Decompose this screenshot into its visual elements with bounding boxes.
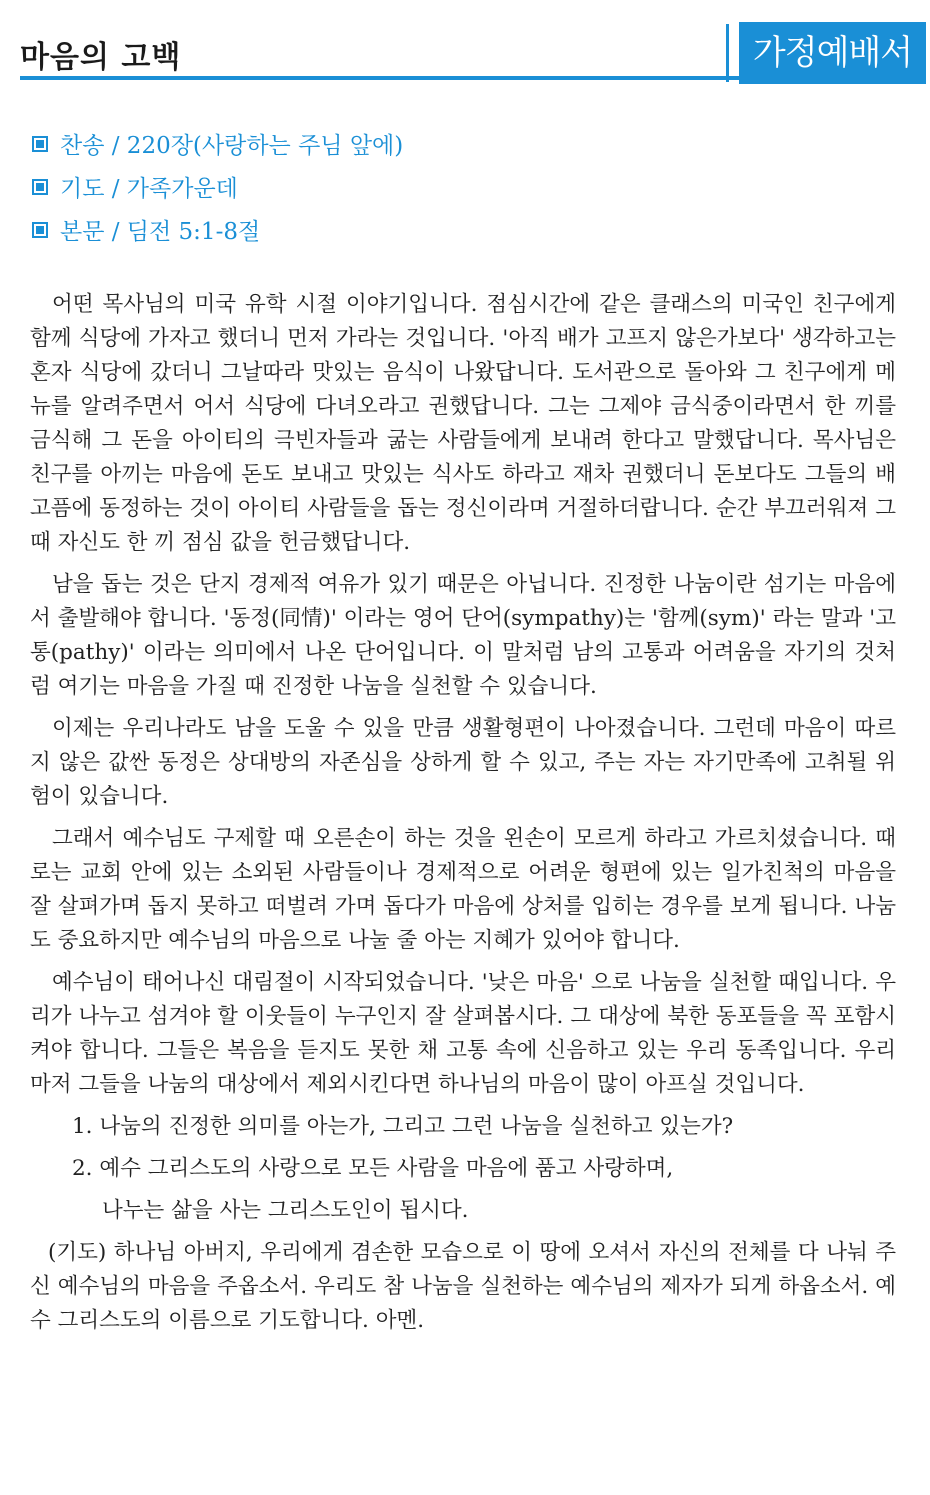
page-header: [20, 18, 913, 80]
sermon-body: [30, 288, 896, 1338]
info-scripture-text: 본문 / 딤전 5:1-8절: [60, 219, 261, 245]
paragraph: 그래서 예수님도 구제할 때 오른손이 하는 것을 왼손이 모르게 하라고 가르치셨습니다. 때로는 교회 안에 있는 소외된 사람들이나 경제적으로 어려운 형편에 있는 일가친척의 마음을 잘 살펴가며 돕지 못하고 떠벌려 가며 돕다가 마음에 상처를 입히는 경우를 보게 됩니다. 나눔도 중요하지만 예수님의 마음으로 나눌 줄 아는 지혜가 있어야 합니다.: [30, 826, 896, 953]
square-bullet-icon: [32, 179, 48, 195]
header-divider: [726, 24, 729, 82]
info-scripture: [32, 208, 403, 251]
reflection-questions: [30, 1110, 896, 1228]
square-bullet-icon: [32, 136, 48, 152]
paragraph: 예수님이 태어나신 대림절이 시작되었습니다. '낮은 마음' 으로 나눔을 실천할 때입니다. 우리가 나누고 섬겨야 할 이웃들이 누구인지 잘 살펴봅시다. 그 대상에 북한 동포들을 꼭 포함시켜야 합니다. 그들은 복음을 듣지도 못한 채 고통 속에 신음하고 있는 우리 동족입니다. 우리마저 그들을 나눔의 대상에서 제외시킨다면 하나님의 마음이 많이 아프실 것입니다.: [30, 970, 896, 1097]
question-continuation: 나누는 삶을 사는 그리스도인이 됩시다.: [102, 1198, 469, 1223]
closing-prayer: (기도) 하나님 아버지, 우리에게 겸손한 모습으로 이 땅에 오셔서 자신의 전체를 다 나눠 주신 예수님의 마음을 주옵소서. 우리도 참 나눔을 실천하는 예수님의 제자가 되게 하옵소서. 예수 그리스도의 이름으로 기도합니다. 아멘.: [30, 1240, 896, 1333]
question-item: 2. 예수 그리스도의 사랑으로 모든 사람을 마음에 품고 사랑하며,: [72, 1156, 674, 1181]
info-hymn-text: 찬송 / 220장(사랑하는 주님 앞에): [60, 133, 404, 159]
header-rule: [20, 76, 906, 80]
paragraph: 이제는 우리나라도 남을 도울 수 있을 만큼 생활형편이 나아졌습니다. 그런데 마음이 따르지 않은 값싼 동정은 상대방의 자존심을 상하게 할 수 있고, 주는 자는 자기만족에 고취될 위험이 있습니다.: [30, 716, 896, 809]
paragraph: 어떤 목사님의 미국 유학 시절 이야기입니다. 점심시간에 같은 클래스의 미국인 친구에게 함께 식당에 가자고 했더니 먼저 가라는 것입니다. '아직 배가 고프지 않은가보다' 생각하고는 혼자 식당에 갔더니 그날따라 맛있는 음식이 나왔답니다. 도서관으로 돌아와 그 친구에게 메뉴를 알려주면서 어서 식당에 다녀오라고 권했답니다. 그는 그제야 금식중이라면서 한 끼를 금식해 그 돈을 아이티의 극빈자들과 굶는 사람들에게 보내려 한다고 말했답니다. 목사님은 친구를 아끼는 마음에 돈도 보내고 맛있는 식사도 하라고 재차 권했더니 돈보다도 그들의 배고픔에 동정하는 것이 아이티 사람들을 돕는 정신이라며 거절하더랍니다. 순간 부끄러워져 그때 자신도 한 끼 점심 값을 헌금했답니다.: [30, 292, 896, 555]
info-hymn: [32, 122, 403, 165]
section-tag: 가정예배서: [739, 22, 926, 84]
paragraph: 남을 돕는 것은 단지 경제적 여유가 있기 때문은 아닙니다. 진정한 나눔이란 섬기는 마음에서 출발해야 합니다. '동정(同情)' 이라는 영어 단어(sympathy)는 '함께(sym)' 라는 말과 '고통(pathy)' 이라는 의미에서 나온 단어입니다. 이 말처럼 남의 고통과 어려움을 자기의 것처럼 여기는 마음을 가질 때 진정한 나눔을 실천할 수 있습니다.: [30, 572, 896, 699]
page-title: 마음의 고백: [20, 40, 182, 75]
square-bullet-icon: [32, 222, 48, 238]
question-item: 1. 나눔의 진정한 의미를 아는가, 그리고 그런 나눔을 실천하고 있는가?: [72, 1114, 734, 1139]
info-prayer-text: 기도 / 가족가운데: [60, 176, 238, 202]
info-prayer: [32, 165, 403, 208]
worship-info: [32, 122, 403, 251]
